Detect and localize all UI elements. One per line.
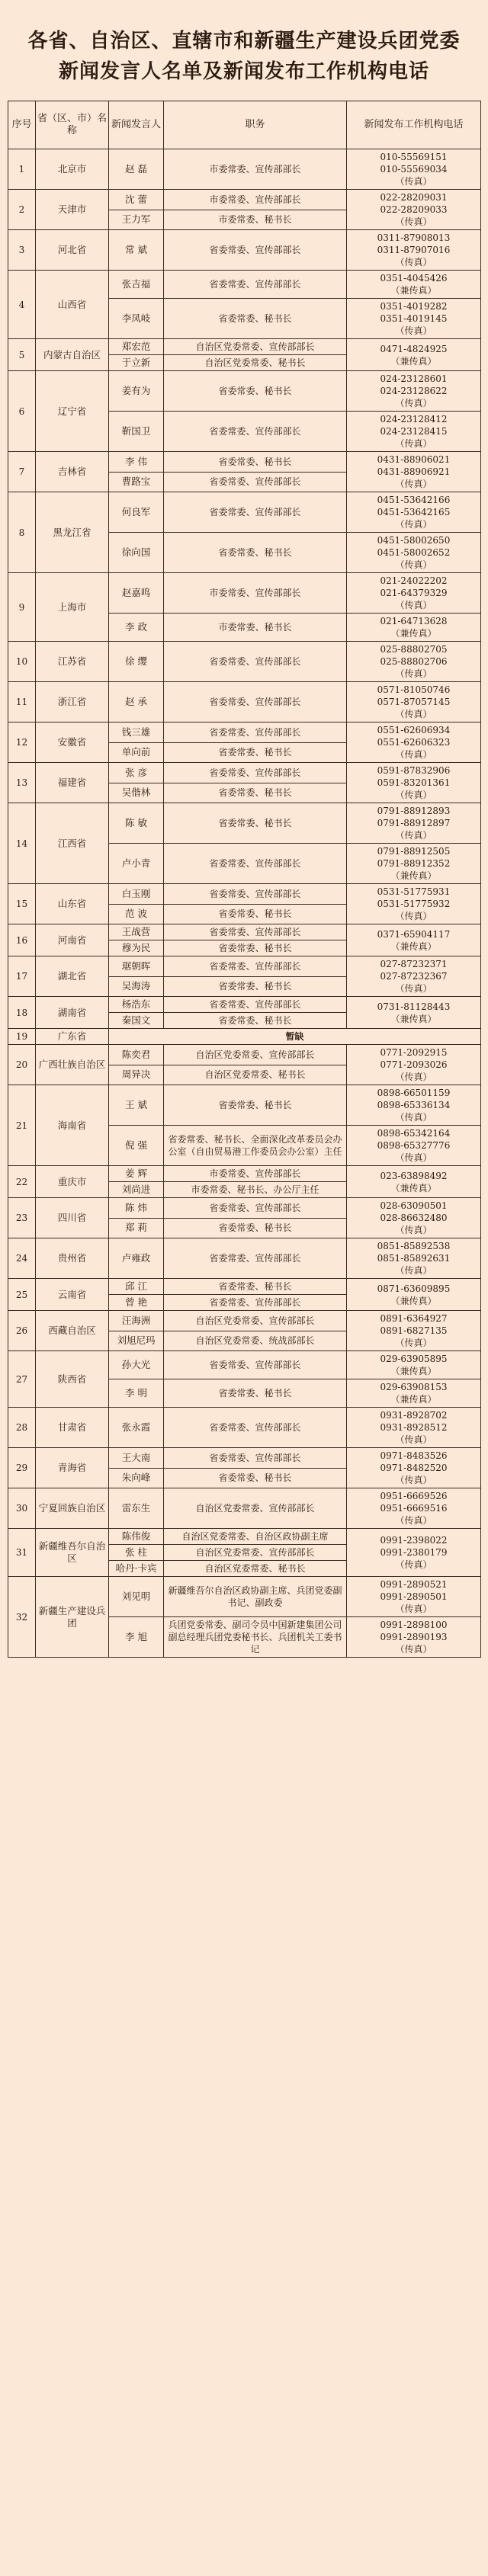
phone-number: 022-28209031 022-28209033 （传真） (347, 190, 481, 230)
spokesperson-name: 周异决 (109, 1065, 164, 1085)
spokesperson-name: 姜 辉 (109, 1166, 164, 1182)
row-number: 32 (8, 1577, 36, 1658)
row-number: 24 (8, 1238, 36, 1279)
table-row (8, 1279, 481, 1295)
province-name: 山西省 (36, 271, 109, 339)
table-row (8, 371, 481, 412)
spokesperson-name: 琚朝晖 (109, 956, 164, 977)
duty: 省委常委、宣传部部长 (164, 997, 347, 1013)
duty: 自治区党委常委、宣传部部长 (164, 1045, 347, 1065)
phone-number: 0791-88912505 0791-88912352 （兼传真） (347, 844, 481, 884)
duty: 市委常委、秘书长、办公厅主任 (164, 1182, 347, 1198)
province-name: 广东省 (36, 1029, 109, 1045)
spokesperson-name: 李 旭 (109, 1617, 164, 1658)
duty: 省委常委、秘书长 (164, 1279, 347, 1295)
row-number: 10 (8, 642, 36, 682)
table-row (8, 1488, 481, 1529)
title-line-2: 新闻发言人名单及新闻发布工作机构电话 (58, 60, 429, 83)
row-number: 19 (8, 1029, 36, 1045)
duty: 自治区党委常委、宣传部部长 (164, 1311, 347, 1331)
spokesperson-name: 白玉刚 (109, 884, 164, 905)
phone-number: 0591-87832906 0591-83201361 （传真） (347, 763, 481, 803)
duty: 省委常委、秘书长 (164, 742, 347, 763)
phone-number: 0851-85892538 0851-85892631 （传真） (347, 1238, 481, 1279)
duty: 省委常委、宣传部部长 (164, 722, 347, 743)
table-body (8, 149, 481, 1658)
spokesperson-name: 范 波 (109, 904, 164, 924)
duty: 省委常委、秘书长 (164, 299, 347, 339)
province-name: 贵州省 (36, 1238, 109, 1279)
province-name: 河南省 (36, 924, 109, 956)
phone-number: 0351-4045426 （兼传真） (347, 271, 481, 299)
duty: 省委常委、秘书长 (164, 452, 347, 473)
spokesperson-name: 陈奕君 (109, 1045, 164, 1065)
province-name: 天津市 (36, 190, 109, 230)
duty: 新疆维吾尔自治区政协副主席、兵团党委副书记、副政委 (164, 1577, 347, 1617)
table-row (8, 1045, 481, 1065)
table-row (8, 1198, 481, 1219)
duty: 省委常委、宣传部部长 (164, 956, 347, 977)
row-number: 22 (8, 1166, 36, 1198)
duty: 省委常委、秘书长 (164, 940, 347, 956)
row-number: 7 (8, 452, 36, 492)
table-row (8, 997, 481, 1013)
table-row (8, 884, 481, 905)
duty: 省委常委、宣传部部长 (164, 412, 347, 452)
spokesperson-table (8, 101, 481, 1658)
duty: 省委常委、宣传部部长 (164, 1408, 347, 1448)
phone-number: 0891-6364927 0891-6827135 （传真） (347, 1311, 481, 1351)
province-name: 北京市 (36, 149, 109, 190)
document-title (8, 26, 480, 87)
spokesperson-name: 张吉福 (109, 271, 164, 299)
duty: 省委常委、秘书长 (164, 1013, 347, 1029)
duty: 自治区党委常委、宣传部部长 (164, 1488, 347, 1529)
duty: 省委常委、秘书长 (164, 803, 347, 844)
duty: 省委常委、秘书长 (164, 1468, 347, 1488)
phone-number: 021-64713628 （兼传真） (347, 614, 481, 642)
duty: 兵团党委常委、副司令员中国新建集团公司副总经理兵团党委秘书长、兵团机关工委书记 (164, 1617, 347, 1658)
phone-number: 023-63898492 （兼传真） (347, 1166, 481, 1198)
duty: 暂缺 (109, 1029, 481, 1045)
spokesperson-name: 秦国文 (109, 1013, 164, 1029)
table-row (8, 149, 481, 190)
phone-number: 0971-8483526 0971-8482520 （传真） (347, 1448, 481, 1488)
spokesperson-name: 李 伟 (109, 452, 164, 473)
spokesperson-name: 张永霞 (109, 1408, 164, 1448)
row-number: 1 (8, 149, 36, 190)
phone-number: 0451-58002650 0451-58002652 （传真） (347, 533, 481, 573)
title-line-1: 各省、自治区、直辖市和新疆生产建设兵团党委 (27, 30, 461, 53)
duty: 自治区党委常委、统战部部长 (164, 1331, 347, 1351)
phone-number: 029-63908153 （兼传真） (347, 1379, 481, 1408)
phone-number: 0991-2890521 0991-2890501 （传真） (347, 1577, 481, 1617)
row-number: 26 (8, 1311, 36, 1351)
spokesperson-name: 倪 强 (109, 1126, 164, 1166)
duty: 自治区党委常委、秘书长 (164, 355, 347, 371)
province-name: 宁夏回族自治区 (36, 1488, 109, 1529)
spokesperson-name: 陈 敏 (109, 803, 164, 844)
table-row (8, 924, 481, 940)
table-row (8, 1311, 481, 1331)
table-row (8, 1577, 481, 1617)
spokesperson-name: 单向前 (109, 742, 164, 763)
duty: 市委常委、秘书长 (164, 210, 347, 230)
row-number: 18 (8, 997, 36, 1029)
table-row (8, 1529, 481, 1545)
duty: 省委常委、宣传部部长 (164, 1238, 347, 1279)
row-number: 12 (8, 722, 36, 763)
province-name: 江苏省 (36, 642, 109, 682)
table-row (8, 956, 481, 977)
spokesperson-name: 徐向国 (109, 533, 164, 573)
row-number: 9 (8, 573, 36, 642)
spokesperson-name: 王战营 (109, 924, 164, 940)
row-number: 11 (8, 682, 36, 722)
phone-number: 0471-4824925 （兼传真） (347, 339, 481, 371)
header-phone: 新闻发布工作机构电话 (347, 101, 481, 149)
duty: 省委常委、秘书长 (164, 371, 347, 412)
spokesperson-name: 邱 江 (109, 1279, 164, 1295)
spokesperson-name: 汪海洲 (109, 1311, 164, 1331)
spokesperson-name: 王 斌 (109, 1085, 164, 1126)
spokesperson-name: 刘尚进 (109, 1182, 164, 1198)
duty: 自治区党委常委、秘书长 (164, 1065, 347, 1085)
spokesperson-name: 张 彦 (109, 763, 164, 783)
province-name: 广西壮族自治区 (36, 1045, 109, 1085)
row-number: 29 (8, 1448, 36, 1488)
province-name: 黑龙江省 (36, 492, 109, 573)
phone-number: 0571-81050746 0571-87057145 （传真） (347, 682, 481, 722)
spokesperson-name: 刘见明 (109, 1577, 164, 1617)
province-name: 浙江省 (36, 682, 109, 722)
table-row (8, 190, 481, 210)
province-name: 上海市 (36, 573, 109, 642)
phone-number: 021-24022202 021-64379329 （传真） (347, 573, 481, 614)
duty: 市委常委、秘书长 (164, 614, 347, 642)
spokesperson-name: 李 政 (109, 614, 164, 642)
table-row (8, 573, 481, 614)
phone-number: 0791-88912893 0791-88912897 （传真） (347, 803, 481, 844)
header-number: 序号 (8, 101, 36, 149)
spokesperson-name: 姜有为 (109, 371, 164, 412)
phone-number: 024-23128412 024-23128415 （传真） (347, 412, 481, 452)
phone-number: 0951-6669526 0951-6669516 （传真） (347, 1488, 481, 1529)
province-name: 湖北省 (36, 956, 109, 997)
phone-number: 0991-2398022 0991-2380179 （传真） (347, 1529, 481, 1577)
duty: 市委常委、宣传部部长 (164, 573, 347, 614)
spokesperson-name: 常 斌 (109, 230, 164, 271)
province-name: 辽宁省 (36, 371, 109, 452)
phone-number: 0898-65342164 0898-65327776 （传真） (347, 1126, 481, 1166)
province-name: 甘肃省 (36, 1408, 109, 1448)
table-row (8, 642, 481, 682)
phone-number: 010-55569151 010-55569034 （传真） (347, 149, 481, 190)
spokesperson-name: 郑宏范 (109, 339, 164, 355)
table-row (8, 452, 481, 473)
spokesperson-name: 陈伟俊 (109, 1529, 164, 1545)
spokesperson-name: 赵 磊 (109, 149, 164, 190)
table-row (8, 1238, 481, 1279)
header-spokesperson: 新闻发言人 (109, 101, 164, 149)
spokesperson-name: 卢雍政 (109, 1238, 164, 1279)
phone-number: 0531-51775931 0531-51775932 （传真） (347, 884, 481, 924)
phone-number: 024-23128601 024-23128622 （传真） (347, 371, 481, 412)
row-number: 16 (8, 924, 36, 956)
table-row (8, 339, 481, 355)
spokesperson-name: 王大南 (109, 1448, 164, 1469)
row-number: 31 (8, 1529, 36, 1577)
spokesperson-name: 朱向峰 (109, 1468, 164, 1488)
province-name: 四川省 (36, 1198, 109, 1238)
phone-number: 027-87232371 027-87232367 （传真） (347, 956, 481, 997)
row-number: 14 (8, 803, 36, 884)
duty: 自治区党委常委、宣传部部长 (164, 339, 347, 355)
table-header-row (8, 101, 481, 149)
phone-number: 025-88802705 025-88802706 （传真） (347, 642, 481, 682)
province-name: 新疆维吾尔自治区 (36, 1529, 109, 1577)
province-name: 青海省 (36, 1448, 109, 1488)
row-number: 5 (8, 339, 36, 371)
duty: 省委常委、宣传部部长 (164, 763, 347, 783)
phone-number: 028-63090501 028-86632480 （传真） (347, 1198, 481, 1238)
province-name: 新疆生产建设兵团 (36, 1577, 109, 1658)
phone-number: 0731-81128443 （兼传真） (347, 997, 481, 1029)
province-name: 海南省 (36, 1085, 109, 1166)
province-name: 湖南省 (36, 997, 109, 1029)
duty: 市委常委、宣传部部长 (164, 190, 347, 210)
duty: 省委常委、宣传部部长 (164, 884, 347, 905)
duty: 省委常委、秘书长 (164, 1379, 347, 1408)
duty: 自治区党委常委、自治区政协副主席 (164, 1529, 347, 1545)
row-number: 23 (8, 1198, 36, 1238)
province-name: 山东省 (36, 884, 109, 924)
province-name: 重庆市 (36, 1166, 109, 1198)
row-number: 30 (8, 1488, 36, 1529)
duty: 省委常委、宣传部部长 (164, 271, 347, 299)
table-row (8, 1166, 481, 1182)
table-row (8, 763, 481, 783)
duty: 自治区党委常委、秘书长 (164, 1561, 347, 1577)
row-number: 3 (8, 230, 36, 271)
spokesperson-name: 卢小青 (109, 844, 164, 884)
row-number: 28 (8, 1408, 36, 1448)
phone-number: 0431-88906021 0431-88906921 （传真） (347, 452, 481, 492)
phone-number: 0551-62606934 0551-62606323 （传真） (347, 722, 481, 763)
spokesperson-name: 曾 艳 (109, 1295, 164, 1311)
phone-number: 029-63905895 （兼传真） (347, 1351, 481, 1379)
spokesperson-name: 吴海涛 (109, 976, 164, 997)
duty: 省委常委、秘书长、全面深化改革委员会办公室（自由贸易港工作委员会办公室）主任 (164, 1126, 347, 1166)
row-number: 2 (8, 190, 36, 230)
row-number: 25 (8, 1279, 36, 1311)
spokesperson-name: 刘旭尼玛 (109, 1331, 164, 1351)
table-row (8, 492, 481, 533)
table-row (8, 722, 481, 743)
duty: 省委常委、宣传部部长 (164, 492, 347, 533)
spokesperson-name: 赵嘉鸣 (109, 573, 164, 614)
row-number: 4 (8, 271, 36, 339)
spokesperson-name: 靳国卫 (109, 412, 164, 452)
spokesperson-name: 陈 炜 (109, 1198, 164, 1219)
duty: 省委常委、宣传部部长 (164, 230, 347, 271)
spokesperson-name: 李 明 (109, 1379, 164, 1408)
province-name: 河北省 (36, 230, 109, 271)
row-number: 13 (8, 763, 36, 803)
table-row (8, 1351, 481, 1379)
spokesperson-name: 孙大光 (109, 1351, 164, 1379)
duty: 省委常委、宣传部部长 (164, 1295, 347, 1311)
table-row (8, 682, 481, 722)
spokesperson-name: 徐 缨 (109, 642, 164, 682)
spokesperson-name: 穆为民 (109, 940, 164, 956)
duty: 自治区党委常委、宣传部部长 (164, 1545, 347, 1561)
spokesperson-name: 王力军 (109, 210, 164, 230)
duty: 省委常委、宣传部部长 (164, 844, 347, 884)
phone-number: 0991-2898100 0991-2890193 （传真） (347, 1617, 481, 1658)
duty: 省委常委、宣传部部长 (164, 642, 347, 682)
province-name: 福建省 (36, 763, 109, 803)
spokesperson-name: 于立新 (109, 355, 164, 371)
duty: 省委常委、秘书长 (164, 904, 347, 924)
spokesperson-name: 何良军 (109, 492, 164, 533)
spokesperson-name: 郑 莉 (109, 1218, 164, 1238)
duty: 市委常委、宣传部部长 (164, 149, 347, 190)
duty: 省委常委、宣传部部长 (164, 1448, 347, 1469)
row-number: 8 (8, 492, 36, 573)
duty: 省委常委、秘书长 (164, 1085, 347, 1126)
header-province: 省（区、市）名称 (36, 101, 109, 149)
table-row (8, 803, 481, 844)
row-number: 27 (8, 1351, 36, 1408)
table-row (8, 1029, 481, 1045)
spokesperson-name: 雷东生 (109, 1488, 164, 1529)
province-name: 江西省 (36, 803, 109, 884)
phone-number: 0898-66501159 0898-65336134 （传真） (347, 1085, 481, 1126)
province-name: 吉林省 (36, 452, 109, 492)
phone-number: 0311-87908013 0311-87907016 （传真） (347, 230, 481, 271)
duty: 省委常委、秘书长 (164, 533, 347, 573)
phone-number: 0771-2092915 0771-2093026 （传真） (347, 1045, 481, 1085)
table-row (8, 1085, 481, 1126)
spokesperson-name: 赵 承 (109, 682, 164, 722)
row-number: 15 (8, 884, 36, 924)
row-number: 21 (8, 1085, 36, 1166)
duty: 省委常委、秘书长 (164, 976, 347, 997)
spokesperson-name: 曹路宝 (109, 472, 164, 492)
table-row (8, 271, 481, 299)
phone-number: 0931-8928702 0931-8928512 （传真） (347, 1408, 481, 1448)
spokesperson-name: 沈 蕾 (109, 190, 164, 210)
duty: 市委常委、宣传部部长 (164, 1166, 347, 1182)
province-name: 云南省 (36, 1279, 109, 1311)
spokesperson-name: 钱三雄 (109, 722, 164, 743)
phone-number: 0451-53642166 0451-53642165 （传真） (347, 492, 481, 533)
row-number: 20 (8, 1045, 36, 1085)
province-name: 陕西省 (36, 1351, 109, 1408)
duty: 省委常委、秘书长 (164, 1218, 347, 1238)
table-row (8, 1448, 481, 1469)
phone-number: 0351-4019282 0351-4019145 （传真） (347, 299, 481, 339)
duty: 省委常委、宣传部部长 (164, 682, 347, 722)
duty: 省委常委、宣传部部长 (164, 1198, 347, 1219)
spokesperson-name: 张 柱 (109, 1545, 164, 1561)
spokesperson-name: 杨浩东 (109, 997, 164, 1013)
duty: 省委常委、宣传部部长 (164, 472, 347, 492)
duty: 省委常委、宣传部部长 (164, 1351, 347, 1379)
row-number: 17 (8, 956, 36, 997)
row-number: 6 (8, 371, 36, 452)
duty: 省委常委、秘书长 (164, 783, 347, 803)
province-name: 内蒙古自治区 (36, 339, 109, 371)
phone-number: 0871-63609895 （兼传真） (347, 1279, 481, 1311)
phone-number: 0371-65904117 （兼传真） (347, 924, 481, 956)
province-name: 安徽省 (36, 722, 109, 763)
table-row (8, 230, 481, 271)
table-row (8, 1408, 481, 1448)
header-duty: 职务 (164, 101, 347, 149)
spokesperson-name: 哈丹·卡宾 (109, 1561, 164, 1577)
spokesperson-name: 吴偕林 (109, 783, 164, 803)
duty: 省委常委、宣传部部长 (164, 924, 347, 940)
spokesperson-name: 李凤岐 (109, 299, 164, 339)
province-name: 西藏自治区 (36, 1311, 109, 1351)
